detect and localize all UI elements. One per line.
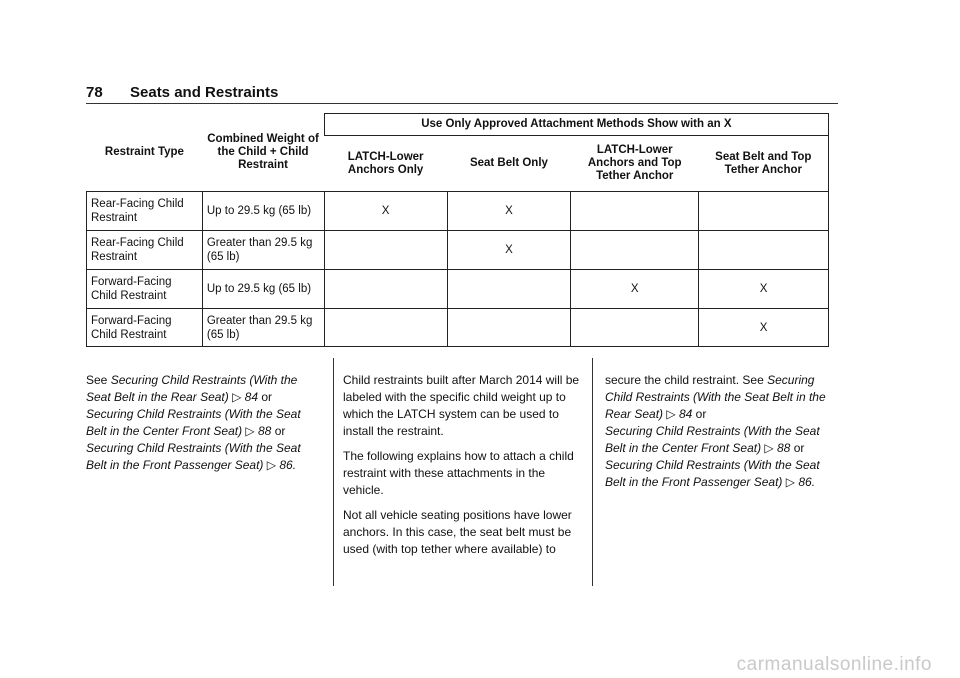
cell-latch-top: X bbox=[571, 270, 699, 309]
cell-seat-belt bbox=[447, 270, 571, 309]
cell-latch-top bbox=[571, 231, 699, 270]
cell-latch-lower bbox=[324, 231, 447, 270]
table-row bbox=[87, 231, 829, 270]
or-text: or bbox=[793, 441, 805, 455]
page-ref[interactable]: 88 bbox=[777, 441, 791, 455]
header-belt-top-tether: Seat Belt and Top Tether Anchor bbox=[699, 136, 829, 192]
cross-reference-link[interactable]: Securing Child Restraints (With the Seat Belt in the Front Passenger Seat) bbox=[605, 458, 820, 489]
page-number: 78 bbox=[86, 84, 103, 101]
page-ref[interactable]: 84 bbox=[678, 407, 693, 421]
column-divider bbox=[333, 358, 334, 586]
see-text: See bbox=[86, 373, 108, 387]
cell-belt-top bbox=[699, 192, 829, 231]
cell-restraint-type: Rear-Facing Child Restraint bbox=[87, 231, 203, 270]
cross-reference-link[interactable]: Securing Child Restraints (With the Seat Belt in the Front Passenger Seat) bbox=[86, 441, 301, 472]
text-column-1 bbox=[86, 372, 318, 482]
paragraph-text: secure the child restraint. See bbox=[605, 373, 764, 387]
cell-restraint-type: Forward-Facing Child Restraint bbox=[87, 270, 203, 309]
text-column-3 bbox=[605, 372, 838, 499]
cross-reference-link[interactable]: Securing Child Restraints (With the Seat Belt in the Rear Seat) bbox=[86, 373, 298, 404]
header-rule bbox=[86, 103, 838, 104]
cell-latch-lower bbox=[324, 270, 447, 309]
cell-latch-lower bbox=[324, 309, 447, 347]
cell-weight: Up to 29.5 kg (65 lb) bbox=[202, 270, 324, 309]
paragraph: Not all vehicle seating positions have lower anchors. In this case, the seat belt must be used (with top tether where available) to bbox=[343, 508, 572, 556]
restraint-table bbox=[86, 113, 829, 347]
page-reference-icon: ▷ bbox=[666, 407, 676, 421]
text-column-2 bbox=[343, 372, 580, 566]
page-reference-icon: ▷ bbox=[232, 390, 242, 404]
or-text: or bbox=[695, 407, 707, 421]
header-attachment-methods: Use Only Approved Attachment Methods Show with an X bbox=[324, 114, 828, 136]
cross-reference-link[interactable]: Securing Child Restraints (With the Seat Belt in the Rear Seat) bbox=[605, 373, 826, 421]
page-reference-icon: ▷ bbox=[785, 475, 796, 489]
paragraph: The following explains how to attach a child restraint with these attachments in the vehicle. bbox=[343, 449, 574, 497]
watermark-text: carmanualsonline.info bbox=[736, 654, 932, 675]
cell-weight: Up to 29.5 kg (65 lb) bbox=[202, 192, 324, 231]
section-title: Seats and Restraints bbox=[130, 84, 279, 101]
header-latch-top-tether: LATCH-Lower Anchors and Top Tether Anchor bbox=[571, 136, 699, 192]
header-latch-lower: LATCH-Lower Anchors Only bbox=[324, 136, 447, 192]
paragraph: Child restraints built after March 2014 will be labeled with the specific child weight up to which the LATCH system can be used to install the restraint. bbox=[343, 373, 580, 438]
cell-latch-top bbox=[571, 309, 699, 347]
cell-belt-top: X bbox=[699, 270, 829, 309]
page-reference-icon: ▷ bbox=[764, 441, 774, 455]
cell-weight: Greater than 29.5 kg (65 lb) bbox=[202, 231, 324, 270]
header-combined-weight: Combined Weight of the Child + Child Restraint bbox=[207, 132, 319, 171]
page-header bbox=[86, 84, 838, 104]
cell-latch-lower: X bbox=[324, 192, 447, 231]
cell-seat-belt bbox=[447, 309, 571, 347]
or-text: or bbox=[274, 424, 286, 438]
page-ref[interactable]: 84 bbox=[244, 390, 259, 404]
cell-belt-top bbox=[699, 231, 829, 270]
cell-weight: Greater than 29.5 kg (65 lb) bbox=[202, 309, 324, 347]
page-reference-icon: ▷ bbox=[266, 458, 277, 472]
header-seat-belt-only: Seat Belt Only bbox=[447, 136, 571, 192]
watermark-bar bbox=[0, 650, 960, 678]
or-text: or bbox=[261, 390, 273, 404]
cross-reference-link[interactable]: Securing Child Restraints (With the Seat Belt in the Center Front Seat) bbox=[605, 424, 820, 455]
table-row bbox=[87, 270, 829, 309]
page-ref[interactable]: 86. bbox=[279, 458, 297, 472]
cell-seat-belt: X bbox=[447, 192, 571, 231]
cell-latch-top bbox=[571, 192, 699, 231]
page-ref[interactable]: 86. bbox=[798, 475, 816, 489]
page-reference-icon: ▷ bbox=[245, 424, 255, 438]
cell-restraint-type: Forward-Facing Child Restraint bbox=[87, 309, 203, 347]
cross-reference-link[interactable]: Securing Child Restraints (With the Seat Belt in the Center Front Seat) bbox=[86, 407, 301, 438]
page-ref[interactable]: 88 bbox=[258, 424, 272, 438]
column-divider bbox=[592, 358, 593, 586]
cell-restraint-type: Rear-Facing Child Restraint bbox=[87, 192, 203, 231]
table-row bbox=[87, 192, 829, 231]
header-restraint-type: Restraint Type bbox=[104, 145, 184, 158]
cell-seat-belt: X bbox=[447, 231, 571, 270]
cell-belt-top: X bbox=[699, 309, 829, 347]
table-row bbox=[87, 309, 829, 347]
